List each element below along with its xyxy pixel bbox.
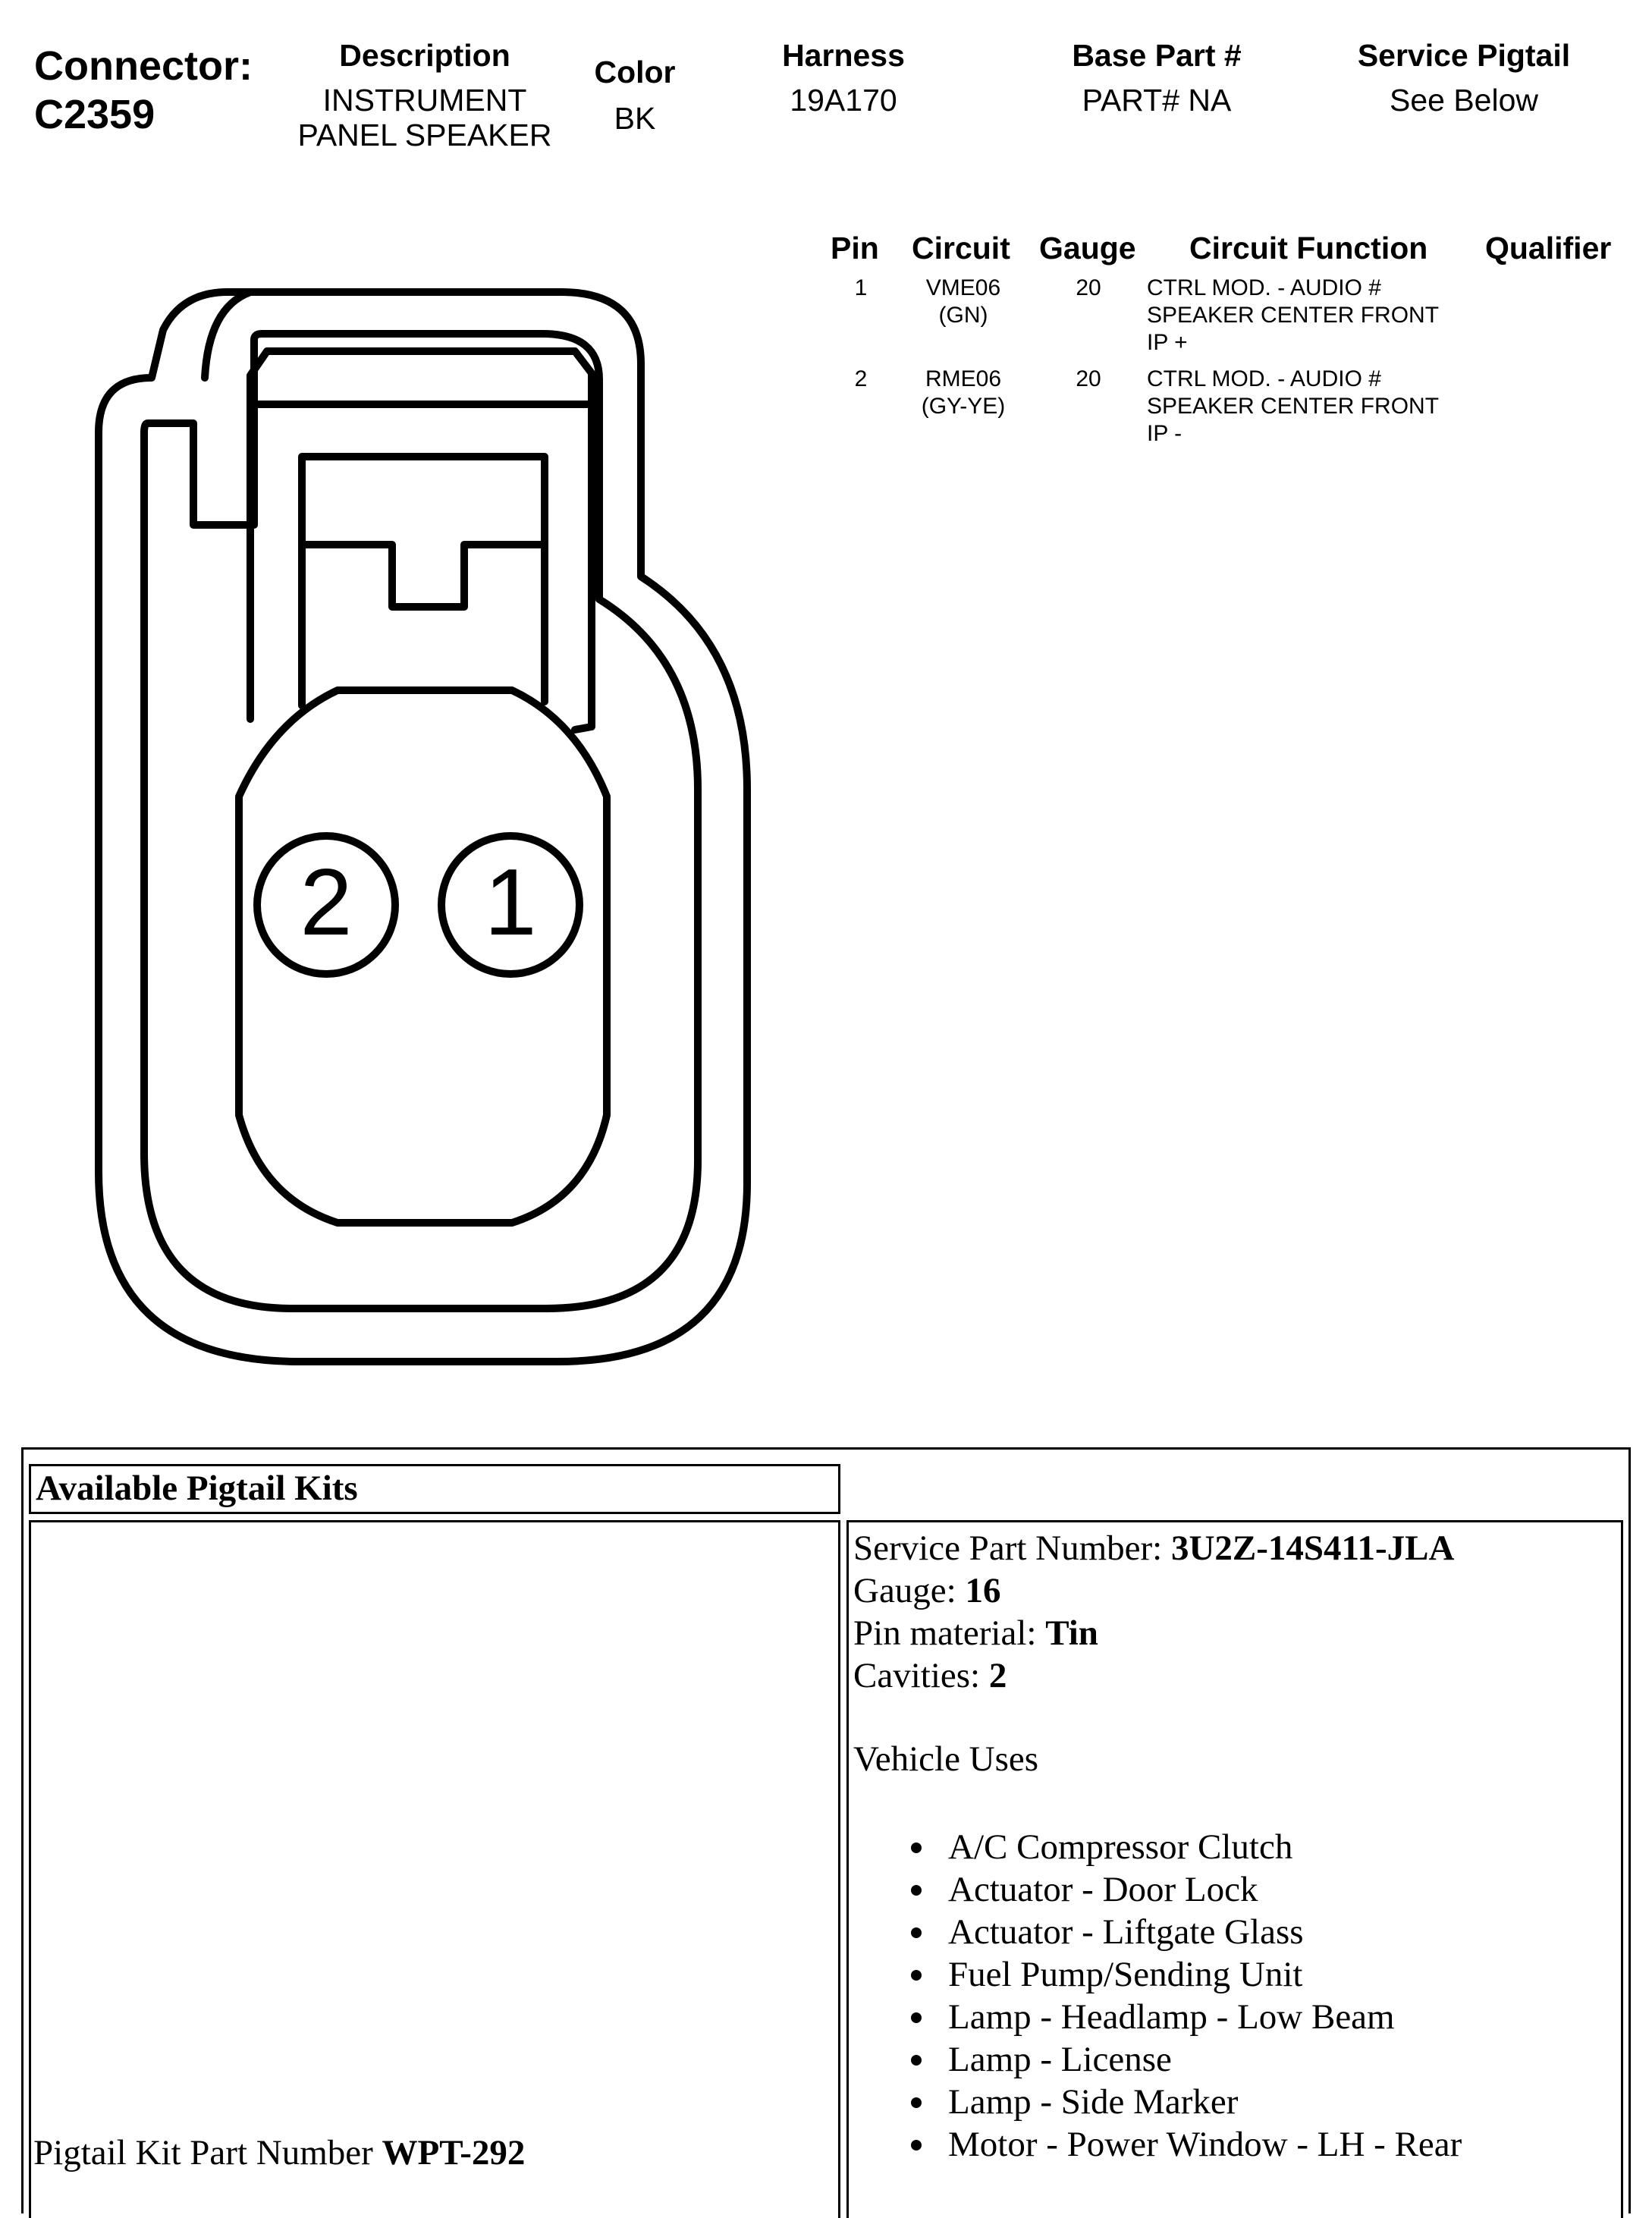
pin-table-header-function: Circuit Function [1189,231,1428,265]
pin-row1-circuit-color: (GN) [938,303,988,328]
pigtail-details-cell [846,1520,1623,2218]
pin-row2-pin: 2 [854,366,868,391]
connector-id: C2359 [34,92,155,137]
service-part-label: Service Part Number: [853,1528,1171,1568]
description-value-line2: PANEL SPEAKER [297,118,552,152]
housing-inner-outline [144,334,698,1308]
pin-table-header-qualifier: Qualifier [1485,231,1612,265]
vehicle-use-text: A/C Compressor Clutch [948,1827,1293,1867]
pigtail-title-cell [29,1464,840,1514]
bullet-icon [911,2012,922,2023]
pin-table-header-gauge: Gauge [1039,231,1136,265]
pin-table-header-pin: Pin [831,231,879,265]
service-part-value: 3U2Z-14S411-JLA [1170,1528,1455,1568]
vehicle-use-text: Motor - Power Window - LH - Rear [948,2125,1462,2164]
pin-table-header-circuit: Circuit [912,231,1010,265]
pigtail-kit-label: Pigtail Kit Part Number [33,2133,382,2172]
harness-heading: Harness [782,38,905,73]
list-item [853,1826,1621,1868]
harness-value: 19A170 [790,83,897,118]
vehicle-use-text: Lamp - License [948,2040,1172,2079]
pin-row2-function-line1: CTRL MOD. - AUDIO # [1147,366,1381,391]
pigtail-image-cell [29,1520,840,2218]
color-value: BK [614,101,656,136]
list-item [853,1996,1621,2038]
list-item [853,2038,1621,2081]
list-item [853,2081,1621,2123]
color-heading: Color [594,55,676,90]
vehicle-use-text: Lamp - Side Marker [948,2082,1239,2122]
pin-material-label: Pin material: [853,1613,1046,1653]
service-pigtail-heading: Service Pigtail [1357,38,1571,73]
bullet-icon [911,1885,922,1896]
bullet-icon [911,2097,922,2108]
cavity-2-label: 2 [300,850,353,955]
base-part-value: PART# NA [1082,83,1232,118]
bullet-icon [911,1970,922,1981]
cavities-line [853,1654,1621,1697]
connector-label: Connector: [34,43,253,89]
pin-row1-pin: 1 [854,275,868,300]
vehicle-uses-heading: Vehicle Uses [853,1739,1039,1779]
pin-row2-circuit-color: (GY-YE) [921,394,1006,419]
latch-window [302,457,545,705]
pin-row1-function-line2: SPEAKER CENTER FRONT [1147,303,1440,328]
connector-face-diagram [0,0,834,1426]
gauge-value: 16 [965,1571,1001,1610]
pin-material-line [853,1612,1621,1654]
base-part-heading: Base Part # [1072,38,1242,73]
pin-row2-function-line3: IP - [1147,421,1182,446]
cavity-1-label: 1 [484,850,537,955]
cavities-label: Cavities: [853,1656,989,1695]
pin-row1-circuit: VME06 [925,275,1001,300]
vehicle-use-text: Lamp - Headlamp - Low Beam [948,1997,1395,2037]
list-item [853,1953,1621,1996]
list-item [853,1911,1621,1953]
housing-shoulder [205,292,250,378]
cavities-value: 2 [988,1656,1007,1695]
vehicle-use-text: Actuator - Liftgate Glass [948,1912,1304,1952]
vehicle-use-text: Actuator - Door Lock [948,1870,1258,1909]
bullet-icon [911,2055,922,2066]
pin-row1-gauge: 20 [1076,275,1101,300]
service-part-line [853,1527,1621,1569]
bullet-icon [911,1927,922,1938]
gauge-label: Gauge: [853,1571,966,1610]
latch-notch [302,545,545,607]
pin-row2-gauge: 20 [1076,366,1101,391]
list-item [853,2123,1621,2166]
vehicle-use-text: Fuel Pump/Sending Unit [948,1955,1303,1994]
pin-row1-function-line1: CTRL MOD. - AUDIO # [1147,275,1381,300]
description-value-line1: INSTRUMENT [322,83,527,118]
service-pigtail-value: See Below [1389,83,1538,118]
pigtail-kit-number-line [33,2132,525,2174]
pigtail-title: Available Pigtail Kits [36,1469,358,1508]
pin-row2-circuit: RME06 [925,366,1002,391]
list-item [853,1868,1621,1911]
vehicle-uses-list [853,1826,1621,2166]
pin-row2-function-line2: SPEAKER CENTER FRONT [1147,394,1440,419]
bullet-icon [911,2140,922,2150]
bullet-icon [911,1843,922,1853]
description-heading: Description [339,38,510,73]
pin-material-value: Tin [1045,1613,1098,1653]
pin-row1-function-line3: IP + [1147,330,1188,355]
pigtail-kit-number: WPT-292 [382,2133,526,2172]
gauge-line [853,1569,1621,1612]
